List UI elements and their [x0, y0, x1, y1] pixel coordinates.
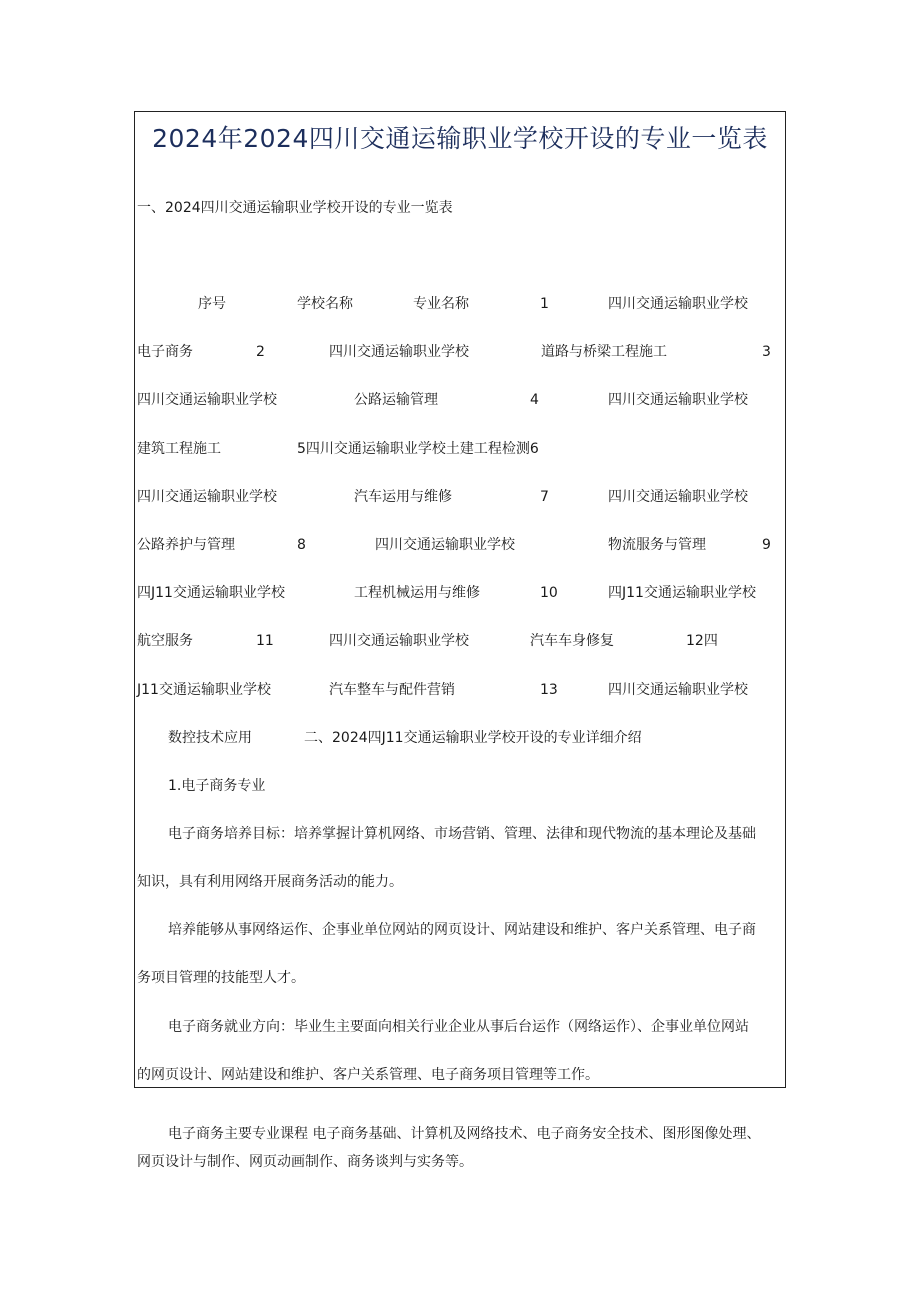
table-cell: 四川交通运输职业学校 — [608, 296, 748, 312]
table-cell: 9 — [762, 537, 771, 553]
table-cell: 8 — [297, 537, 306, 553]
paragraph-line: 电子商务培养目标：培养掌握计算机网络、市场营销、管理、法律和现代物流的基本理论及基础 — [168, 826, 756, 842]
table-cell: 专业名称 — [413, 296, 469, 312]
table-cell: 公路养护与管理 — [137, 537, 235, 553]
table-cell: 13 — [540, 682, 558, 698]
table-cell: 四J11交通运输职业学校 — [137, 585, 285, 601]
table-cell: 四川交通运输职业学校 — [137, 392, 277, 408]
table-cell: 5四川交通运输职业学校土建工程检测6 — [297, 441, 539, 457]
paragraph-line: 的网页设计、网站建设和维护、客户关系管理、电子商务项目管理等工作。 — [137, 1067, 599, 1083]
table-cell: 四川交通运输职业学校 — [329, 344, 469, 360]
table-cell: 12四 — [686, 633, 718, 649]
paragraph-line: 电子商务就业方向：毕业生主要面向相关行业企业从事后台运作（网络运作）、企事业单位网站 — [168, 1019, 749, 1035]
table-cell: 学校名称 — [297, 296, 353, 312]
table-cell: 道路与桥梁工程施工 — [541, 344, 667, 360]
document-title: 2024年2024四川交通运输职业学校开设的专业一览表 — [152, 124, 768, 153]
section-heading-2: 二、2024四J11交通运输职业学校开设的专业详细介绍 — [304, 730, 642, 746]
table-cell: 序号 — [198, 296, 226, 312]
paragraph-line: 知识，具有利用网络开展商务活动的能力。 — [137, 874, 403, 890]
table-cell: 航空服务 — [137, 633, 193, 649]
table-cell: 汽车整车与配件营销 — [329, 682, 455, 698]
table-cell: 工程机械运用与维修 — [354, 585, 480, 601]
subheading-ecommerce: 1.电子商务专业 — [168, 778, 266, 794]
table-cell: 四川交通运输职业学校 — [608, 682, 748, 698]
table-cell: 四J11交通运输职业学校 — [608, 585, 756, 601]
table-cell: 四川交通运输职业学校 — [608, 392, 748, 408]
table-cell: 四川交通运输职业学校 — [137, 489, 277, 505]
paragraph-line: 培养能够从事网络运作、企事业单位网站的网页设计、网站建设和维护、客户关系管理、电子商 — [168, 922, 756, 938]
table-cell: 汽车车身修复 — [530, 633, 614, 649]
table-cell: 1 — [540, 296, 549, 312]
table-cell: 汽车运用与维修 — [354, 489, 452, 505]
table-cell: 4 — [530, 392, 539, 408]
paragraph-line: 务项目管理的技能型人才。 — [137, 970, 305, 986]
table-cell: 数控技术应用 — [168, 730, 252, 746]
table-cell: J11交通运输职业学校 — [137, 682, 271, 698]
table-cell: 10 — [540, 585, 558, 601]
table-cell: 3 — [762, 344, 771, 360]
section-heading-1: 一、2024四川交通运输职业学校开设的专业一览表 — [137, 200, 453, 216]
paragraph-line: 网页设计与制作、网页动画制作、商务谈判与实务等。 — [137, 1154, 473, 1170]
table-cell: 物流服务与管理 — [608, 537, 706, 553]
table-cell: 公路运输管理 — [354, 392, 438, 408]
paragraph-line: 电子商务主要专业课程 电子商务基础、计算机及网络技术、电子商务安全技术、图形图像处理、 — [168, 1126, 761, 1142]
table-cell: 2 — [256, 344, 265, 360]
table-cell: 四川交通运输职业学校 — [608, 489, 748, 505]
table-cell: 电子商务 — [137, 344, 193, 360]
table-cell: 建筑工程施工 — [137, 441, 221, 457]
table-cell: 四川交通运输职业学校 — [375, 537, 515, 553]
table-cell: 11 — [256, 633, 274, 649]
table-cell: 四川交通运输职业学校 — [329, 633, 469, 649]
table-cell: 7 — [540, 489, 549, 505]
